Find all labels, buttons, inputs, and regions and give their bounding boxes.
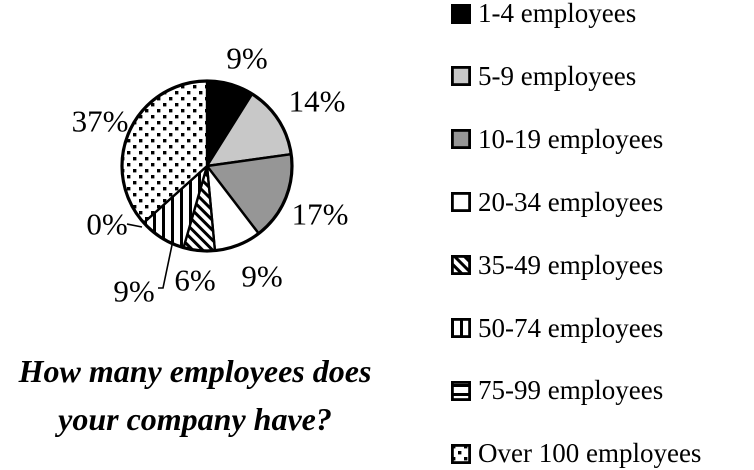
legend-item-horizontal-stripes [451, 375, 664, 406]
legend-item-label: 20-34 employees [478, 186, 664, 217]
chart-title-line-2: your company have? [58, 401, 332, 437]
legend-item-label: 35-49 employees [478, 249, 664, 280]
legend-item-dots [451, 438, 702, 469]
legend-item-label: 50-74 employees [478, 312, 664, 343]
legend-item-diagonal-hatch [451, 249, 664, 280]
slice-label-vertical-stripes: 9% [113, 273, 155, 309]
legend-item-label: Over 100 employees [478, 438, 702, 469]
slice-label-diagonal-hatch: 6% [174, 262, 216, 298]
legend-swatch-diagonal-hatch-icon [451, 255, 471, 275]
slice-label-dots: 37% [71, 103, 129, 139]
leader-line-vertical-stripes [158, 245, 172, 288]
pie-chart-area [0, 0, 400, 340]
legend-swatch-white-icon [451, 192, 471, 212]
slice-label-dark-gray: 17% [291, 196, 349, 232]
slice-label-white: 9% [241, 258, 283, 294]
slice-label-solid-black: 9% [226, 40, 268, 76]
legend-item-label: 75-99 employees [478, 375, 664, 406]
legend-item-light-gray [451, 60, 637, 91]
legend [451, 0, 754, 470]
legend-swatch-light-gray-icon [451, 66, 471, 86]
chart-title-line-1: How many employees does [18, 353, 372, 389]
slice-label-horizontal-stripes: 0% [86, 206, 128, 242]
legend-swatch-solid-black-icon [451, 4, 471, 24]
legend-item-label: 5-9 employees [478, 60, 637, 91]
leader-line-horizontal-stripes [127, 224, 142, 227]
legend-item-white [451, 186, 664, 217]
legend-item-label: 10-19 employees [478, 123, 664, 154]
legend-item-dark-gray [451, 123, 664, 154]
legend-swatch-dark-gray-icon [451, 129, 471, 149]
legend-item-vertical-stripes [451, 312, 664, 343]
legend-swatch-dots-icon [451, 444, 471, 464]
legend-item-label: 1-4 employees [478, 0, 637, 28]
legend-swatch-horizontal-stripes-icon [451, 381, 471, 401]
slice-label-light-gray: 14% [288, 83, 346, 119]
legend-item-solid-black [451, 0, 637, 28]
chart-title [0, 347, 390, 443]
legend-swatch-vertical-stripes-icon [451, 318, 471, 338]
